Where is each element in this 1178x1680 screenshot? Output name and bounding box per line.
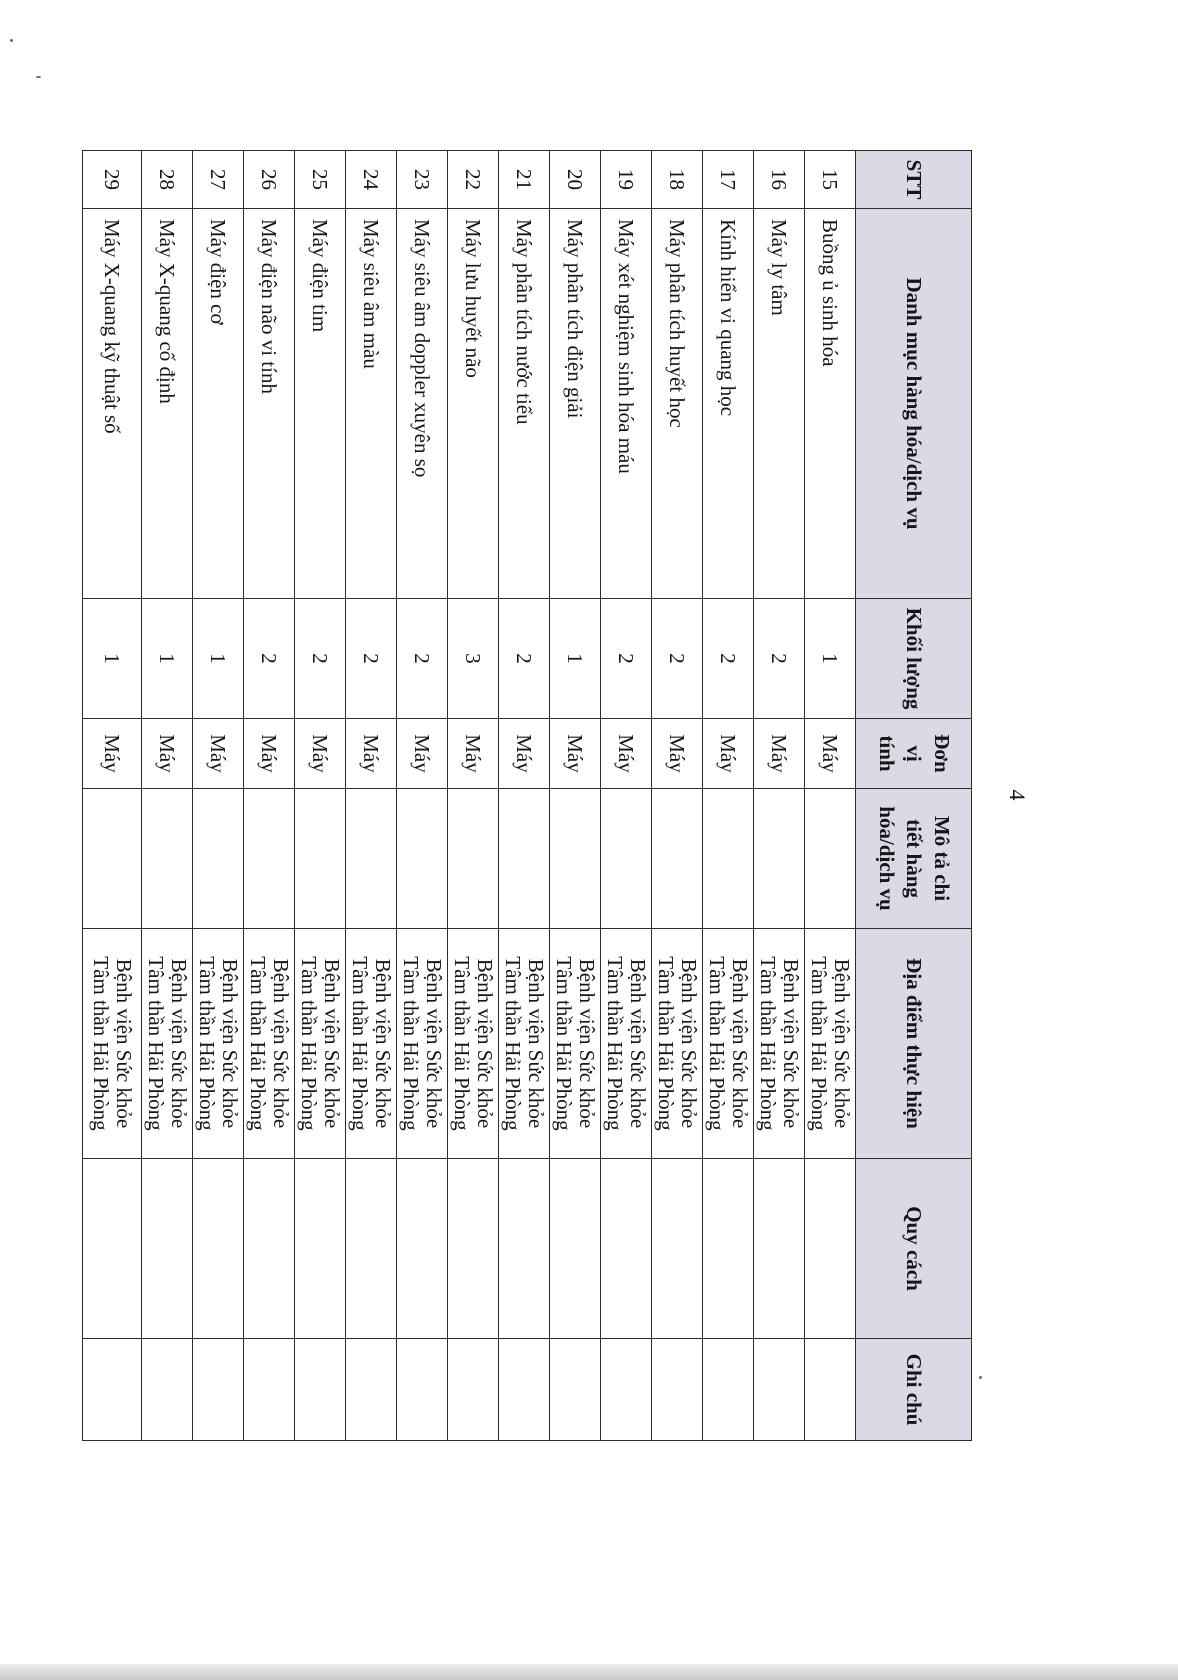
item-cell: Máy điện cơ bbox=[193, 209, 244, 599]
location-cell bbox=[193, 929, 244, 1159]
description-cell bbox=[142, 789, 193, 929]
quantity-cell: 2 bbox=[346, 599, 397, 719]
quantity-cell: 2 bbox=[499, 599, 550, 719]
note-cell bbox=[652, 1339, 703, 1441]
location-line: Bệnh viện Sức khỏe bbox=[422, 958, 447, 1129]
spec-cell bbox=[805, 1159, 856, 1339]
description-cell bbox=[448, 789, 499, 929]
spec-cell bbox=[193, 1159, 244, 1339]
item-cell: Máy điện não vi tính bbox=[244, 209, 295, 599]
note-cell bbox=[193, 1339, 244, 1441]
table-row bbox=[601, 151, 652, 1441]
spec-cell bbox=[601, 1159, 652, 1339]
location-line: Bệnh viện Sức khỏe bbox=[112, 958, 137, 1129]
item-cell: Máy phân tích điện giải bbox=[550, 209, 601, 599]
location-line: Tâm thần Hải Phòng bbox=[399, 956, 423, 1131]
unit-cell: Máy bbox=[499, 719, 550, 789]
location-line: Tâm thần Hải Phòng bbox=[348, 956, 372, 1131]
quantity-cell: 1 bbox=[805, 599, 856, 719]
item-cell: Máy ly tâm bbox=[754, 209, 805, 599]
unit-cell: Máy bbox=[805, 719, 856, 789]
location-cell bbox=[805, 929, 856, 1159]
location-line: Bệnh viện Sức khỏe bbox=[728, 958, 753, 1129]
spec-cell bbox=[499, 1159, 550, 1339]
location-line: Bệnh viện Sức khỏe bbox=[677, 958, 702, 1129]
item-cell: Máy phân tích huyết học bbox=[652, 209, 703, 599]
description-cell bbox=[754, 789, 805, 929]
stt-cell: 16 bbox=[754, 151, 805, 209]
header-location: Địa điểm thực hiện bbox=[856, 929, 972, 1159]
location-line: Tâm thần Hải Phòng bbox=[195, 956, 219, 1131]
location-line: Tâm thần Hải Phòng bbox=[654, 956, 678, 1131]
unit-cell: Máy bbox=[193, 719, 244, 789]
table-row bbox=[703, 151, 754, 1441]
location-line: Bệnh viện Sức khỏe bbox=[575, 958, 600, 1129]
table-row bbox=[83, 151, 142, 1441]
unit-cell: Máy bbox=[397, 719, 448, 789]
quantity-cell: 3 bbox=[448, 599, 499, 719]
table-row bbox=[550, 151, 601, 1441]
header-note: Ghi chú bbox=[856, 1339, 972, 1441]
location-cell bbox=[142, 929, 193, 1159]
stt-cell: 22 bbox=[448, 151, 499, 209]
table-row bbox=[295, 151, 346, 1441]
location-line: Bệnh viện Sức khỏe bbox=[167, 958, 192, 1129]
stt-cell: 18 bbox=[652, 151, 703, 209]
description-cell bbox=[193, 789, 244, 929]
spec-cell bbox=[142, 1159, 193, 1339]
quantity-cell: 2 bbox=[244, 599, 295, 719]
item-cell: Máy lưu huyết não bbox=[448, 209, 499, 599]
table-row bbox=[193, 151, 244, 1441]
location-cell bbox=[601, 929, 652, 1159]
equipment-table bbox=[82, 150, 972, 1441]
stt-cell: 28 bbox=[142, 151, 193, 209]
note-cell bbox=[805, 1339, 856, 1441]
location-line: Tâm thần Hải Phòng bbox=[144, 956, 168, 1131]
stt-cell: 26 bbox=[244, 151, 295, 209]
note-cell bbox=[83, 1339, 142, 1441]
table-row bbox=[142, 151, 193, 1441]
quantity-cell: 1 bbox=[142, 599, 193, 719]
location-line: Tâm thần Hải Phòng bbox=[705, 956, 729, 1131]
location-cell bbox=[83, 929, 142, 1159]
table-row bbox=[652, 151, 703, 1441]
unit-cell: Máy bbox=[754, 719, 805, 789]
description-cell bbox=[703, 789, 754, 929]
stt-cell: 19 bbox=[601, 151, 652, 209]
quantity-cell: 2 bbox=[397, 599, 448, 719]
spec-cell bbox=[295, 1159, 346, 1339]
note-cell bbox=[244, 1339, 295, 1441]
description-cell bbox=[805, 789, 856, 929]
item-cell: Máy phân tích nước tiểu bbox=[499, 209, 550, 599]
spec-cell bbox=[703, 1159, 754, 1339]
stt-cell: 24 bbox=[346, 151, 397, 209]
header-unit-line: Đơn bbox=[930, 734, 955, 773]
unit-cell: Máy bbox=[346, 719, 397, 789]
note-cell bbox=[397, 1339, 448, 1441]
description-cell bbox=[244, 789, 295, 929]
location-cell bbox=[703, 929, 754, 1159]
location-line: Tâm thần Hải Phòng bbox=[756, 956, 780, 1131]
note-cell bbox=[295, 1339, 346, 1441]
location-line: Bệnh viện Sức khỏe bbox=[371, 958, 396, 1129]
location-line: Bệnh viện Sức khỏe bbox=[269, 958, 294, 1129]
location-line: Tâm thần Hải Phòng bbox=[450, 956, 474, 1131]
quantity-cell: 2 bbox=[652, 599, 703, 719]
unit-cell: Máy bbox=[295, 719, 346, 789]
stt-cell: 25 bbox=[295, 151, 346, 209]
quantity-cell: 2 bbox=[703, 599, 754, 719]
quantity-cell: 1 bbox=[83, 599, 142, 719]
spec-cell bbox=[397, 1159, 448, 1339]
note-cell bbox=[601, 1339, 652, 1441]
unit-cell: Máy bbox=[703, 719, 754, 789]
item-cell: Máy siêu âm doppler xuyên sọ bbox=[397, 209, 448, 599]
spec-cell bbox=[550, 1159, 601, 1339]
header-description-line: Mô tả chi bbox=[930, 815, 955, 902]
description-cell bbox=[499, 789, 550, 929]
stt-cell: 27 bbox=[193, 151, 244, 209]
item-cell: Máy X-quang kỹ thuật số bbox=[83, 209, 142, 599]
location-line: Tâm thần Hải Phòng bbox=[89, 956, 113, 1131]
spec-cell bbox=[754, 1159, 805, 1339]
table-row bbox=[346, 151, 397, 1441]
header-unit-line: tính bbox=[874, 735, 899, 772]
quantity-cell: 2 bbox=[601, 599, 652, 719]
stt-cell: 17 bbox=[703, 151, 754, 209]
location-cell bbox=[244, 929, 295, 1159]
note-cell bbox=[703, 1339, 754, 1441]
location-line: Bệnh viện Sức khỏe bbox=[218, 958, 243, 1129]
table-row bbox=[805, 151, 856, 1441]
table-row bbox=[448, 151, 499, 1441]
description-cell bbox=[295, 789, 346, 929]
location-line: Bệnh viện Sức khỏe bbox=[524, 958, 549, 1129]
spec-cell bbox=[448, 1159, 499, 1339]
spec-cell bbox=[346, 1159, 397, 1339]
location-cell bbox=[448, 929, 499, 1159]
unit-cell: Máy bbox=[142, 719, 193, 789]
location-line: Bệnh viện Sức khỏe bbox=[320, 958, 345, 1129]
header-description-line: hóa/dịch vụ bbox=[874, 806, 899, 911]
note-cell bbox=[346, 1339, 397, 1441]
header-spec: Quy cách bbox=[856, 1159, 972, 1339]
note-cell bbox=[448, 1339, 499, 1441]
header-unit bbox=[856, 719, 972, 789]
spec-cell bbox=[652, 1159, 703, 1339]
location-cell bbox=[550, 929, 601, 1159]
stt-cell: 20 bbox=[550, 151, 601, 209]
unit-cell: Máy bbox=[601, 719, 652, 789]
description-cell bbox=[83, 789, 142, 929]
header-item: Danh mục hàng hóa/dịch vụ bbox=[856, 209, 972, 599]
quantity-cell: 2 bbox=[754, 599, 805, 719]
location-cell bbox=[346, 929, 397, 1159]
location-line: Tâm thần Hải Phòng bbox=[603, 956, 627, 1131]
location-cell bbox=[295, 929, 346, 1159]
description-cell bbox=[397, 789, 448, 929]
location-line: Bệnh viện Sức khỏe bbox=[830, 958, 855, 1129]
location-cell bbox=[754, 929, 805, 1159]
location-line: Tâm thần Hải Phòng bbox=[552, 956, 576, 1131]
table-row bbox=[499, 151, 550, 1441]
stt-cell: 21 bbox=[499, 151, 550, 209]
table-row bbox=[754, 151, 805, 1441]
note-cell bbox=[142, 1339, 193, 1441]
table-header-row bbox=[856, 151, 972, 1441]
table-row bbox=[244, 151, 295, 1441]
description-cell bbox=[652, 789, 703, 929]
header-unit-line: vị bbox=[902, 745, 927, 762]
location-cell bbox=[397, 929, 448, 1159]
unit-cell: Máy bbox=[448, 719, 499, 789]
quantity-cell: 1 bbox=[193, 599, 244, 719]
unit-cell: Máy bbox=[244, 719, 295, 789]
header-quantity: Khối lượng bbox=[856, 599, 972, 719]
table-row bbox=[397, 151, 448, 1441]
location-line: Tâm thần Hải Phòng bbox=[807, 956, 831, 1131]
description-cell bbox=[550, 789, 601, 929]
location-cell bbox=[499, 929, 550, 1159]
location-line: Tâm thần Hải Phòng bbox=[297, 956, 321, 1131]
header-description-line: tiết hàng bbox=[902, 819, 927, 898]
note-cell bbox=[550, 1339, 601, 1441]
item-cell: Máy X-quang cố định bbox=[142, 209, 193, 599]
quantity-cell: 2 bbox=[295, 599, 346, 719]
description-cell bbox=[346, 789, 397, 929]
location-cell bbox=[652, 929, 703, 1159]
page-number: 4 bbox=[1005, 789, 1030, 801]
item-cell: Kính hiển vi quang học bbox=[703, 209, 754, 599]
header-description bbox=[856, 789, 972, 929]
note-cell bbox=[499, 1339, 550, 1441]
unit-cell: Máy bbox=[83, 719, 142, 789]
description-cell bbox=[601, 789, 652, 929]
location-line: Bệnh viện Sức khỏe bbox=[626, 958, 651, 1129]
item-cell: Máy siêu âm màu bbox=[346, 209, 397, 599]
stt-cell: 29 bbox=[83, 151, 142, 209]
item-cell: Máy điện tim bbox=[295, 209, 346, 599]
header-stt: STT bbox=[856, 151, 972, 209]
spec-cell bbox=[244, 1159, 295, 1339]
unit-cell: Máy bbox=[652, 719, 703, 789]
location-line: Tâm thần Hải Phòng bbox=[501, 956, 525, 1131]
location-line: Bệnh viện Sức khỏe bbox=[473, 958, 498, 1129]
note-cell bbox=[754, 1339, 805, 1441]
item-cell: Buồng ủ sinh hóa bbox=[805, 209, 856, 599]
unit-cell: Máy bbox=[550, 719, 601, 789]
item-cell: Máy xét nghiệm sinh hóa máu bbox=[601, 209, 652, 599]
location-line: Bệnh viện Sức khỏe bbox=[779, 958, 804, 1129]
location-line: Tâm thần Hải Phòng bbox=[246, 956, 270, 1131]
stt-cell: 23 bbox=[397, 151, 448, 209]
quantity-cell: 1 bbox=[550, 599, 601, 719]
stt-cell: 15 bbox=[805, 151, 856, 209]
spec-cell bbox=[83, 1159, 142, 1339]
